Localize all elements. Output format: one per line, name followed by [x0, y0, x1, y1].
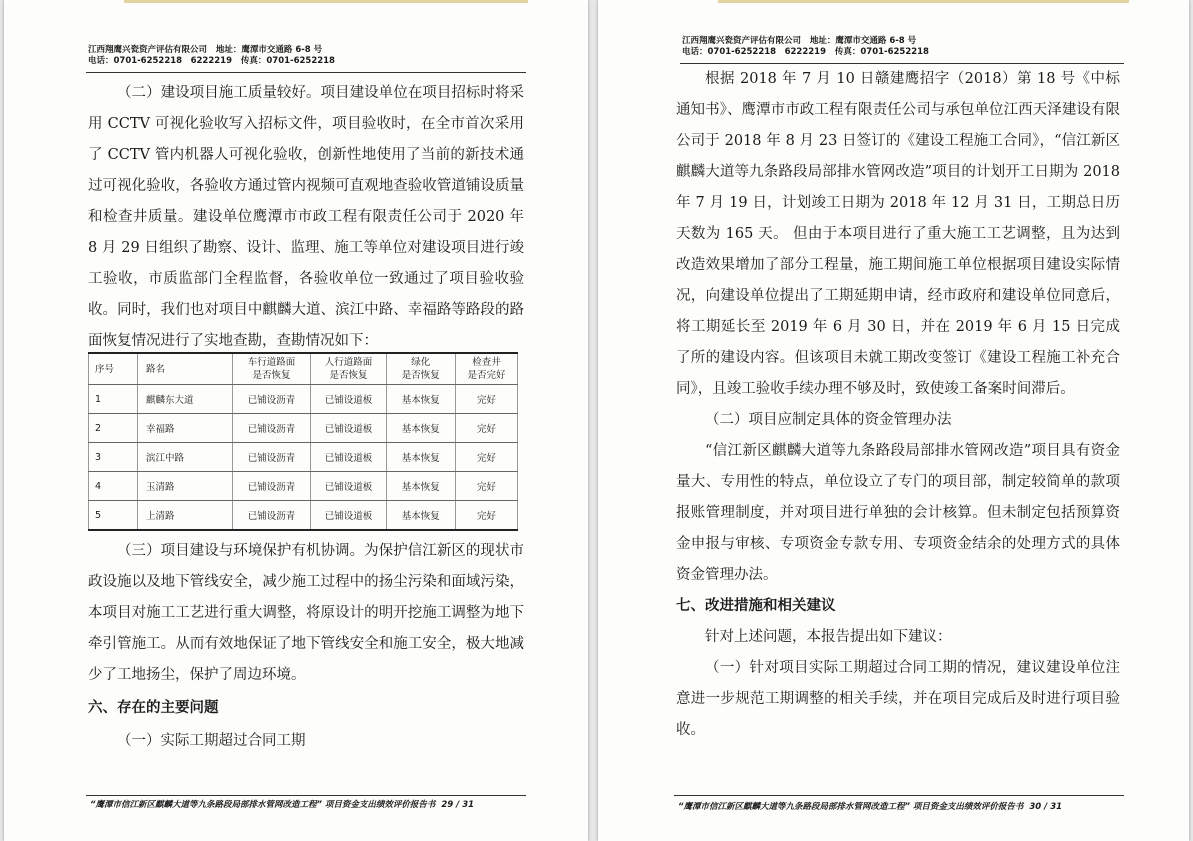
header-phone: 电话：0701-6252218 6222219	[88, 56, 232, 66]
cell-green: 基本恢复	[386, 385, 455, 414]
section-heading-problems: 六、存在的主要问题	[88, 700, 219, 716]
scan-edge-mark	[718, 0, 1129, 3]
document-page-29	[4, 0, 588, 841]
paragraph-environment: （三）项目建设与环境保护有机协调。为保护信江新区的现状市政设施以及地下管线安全，减少施工过程中的扬尘污染和面域污染，本项目对施工工艺进行重大调整，将原设计的明开挖施工调整为地下牵引管施工。从而有效地保证了地下管线安全和施工安全，极大地减少了工地扬尘，保护了周边环境。	[88, 543, 524, 683]
cell-manhole: 完好	[456, 385, 518, 414]
cell-green: 基本恢复	[386, 501, 455, 531]
page-number: 29 / 31	[441, 800, 475, 810]
footer-rule	[86, 795, 526, 796]
cell-sidewalk: 已铺设道板	[311, 501, 386, 531]
cell-sidewalk: 已铺设道板	[311, 472, 386, 501]
document-page-30	[598, 0, 1189, 841]
cell-green: 基本恢复	[386, 443, 455, 472]
header-address: 地址：鹰潭市交通路 6-8 号	[809, 36, 917, 46]
section-heading-suggestions: 七、改进措施和相关建议	[676, 598, 836, 614]
table-row	[89, 443, 518, 472]
cell-manhole: 完好	[456, 443, 518, 472]
footer-title: “鹰潭市信江新区麒麟大道等九条路段局部排水管网改造工程” 项目资金支出绩效评价报告书	[90, 800, 436, 810]
cell-road: 幸福路	[138, 414, 232, 443]
cell-road: 上清路	[138, 501, 232, 531]
cell-no: 4	[89, 472, 138, 501]
header-company: 江西翔鹰兴瓷资产评估有限公司	[682, 36, 802, 46]
col-header-manhole: 检查井 是否完好	[456, 353, 518, 385]
col-header-no: 序号	[89, 353, 138, 385]
col-header-lane: 车行道路面 是否恢复	[232, 353, 311, 385]
cell-road: 麒麟东大道	[138, 385, 232, 414]
scan-edge-mark	[124, 0, 528, 3]
cell-lane: 已铺设沥青	[232, 443, 311, 472]
paragraph-fund-management: “信江新区麒麟大道等九条路段局部排水管网改造”项目具有资金量大、专用性的特点，单位设立了专门的项目部，制定较简单的款项报账管理制度，并对项目进行单独的会计核算。但未制定包括预算资金申报与审核、专项资金专款专用、专项资金结余的处理方式的具体资金管理办法。	[676, 443, 1120, 583]
table-row	[89, 472, 518, 501]
cell-road: 玉清路	[138, 472, 232, 501]
cell-no: 2	[89, 414, 138, 443]
subheading-schedule: （一）实际工期超过合同工期	[117, 733, 306, 749]
col-header-road: 路名	[138, 353, 232, 385]
page-header	[88, 45, 335, 67]
cell-manhole: 完好	[456, 472, 518, 501]
header-company: 江西翔鹰兴瓷资产评估有限公司	[88, 45, 208, 55]
table-header-row	[89, 353, 518, 385]
header-fax: 传真：0701-6252218	[240, 56, 335, 66]
paragraph-suggestions-intro: 针对上述问题，本报告提出如下建议：	[705, 629, 952, 645]
cell-lane: 已铺设沥青	[232, 414, 311, 443]
cell-green: 基本恢复	[386, 414, 455, 443]
page-number: 30 / 31	[1029, 802, 1063, 812]
header-phone: 电话：0701-6252218 6222219	[682, 47, 826, 57]
left-body-bottom	[88, 536, 524, 757]
right-body	[676, 64, 1120, 746]
page-footer	[678, 800, 1062, 812]
header-fax: 传真：0701-6252218	[834, 47, 929, 57]
cell-no: 5	[89, 501, 138, 531]
inspection-table	[88, 352, 518, 531]
table-row	[89, 385, 518, 414]
cell-lane: 已铺设沥青	[232, 472, 311, 501]
table-row	[89, 414, 518, 443]
page-header	[682, 36, 929, 58]
col-header-sidewalk: 人行道路面 是否恢复	[311, 353, 386, 385]
paragraph-construction-quality: （二）建设项目施工质量较好。项目建设单位在项目招标时将采用 CCTV 可视化验收写入招标文件，项目验收时，在全市首次采用了 CCTV 管内机器人可视化验收，创新性地使用了当前的新技术通过可视化验收，各验收方通过管内视频可直观地查验收管道铺设质量和检查井质量。建设单位鹰潭市市政工程有限责任公司于 2020 年 8 月 29 日组织了勘察、设计、监理、施工等单位对建设项目进行竣工验收，市质监部门全程监督，各验收单位一致通过了项目验收验收。同时，我们也对项目中麒麟大道、滨江中路、幸福路等路段的路面恢复情况进行了实地查勘，查勘情况如下：	[88, 85, 524, 349]
cell-sidewalk: 已铺设道板	[311, 414, 386, 443]
header-address: 地址：鹰潭市交通路 6-8 号	[215, 45, 323, 55]
left-body-top	[88, 78, 524, 357]
footer-rule	[674, 795, 1124, 796]
cell-lane: 已铺设沥青	[232, 501, 311, 531]
cell-sidewalk: 已铺设道板	[311, 443, 386, 472]
col-header-green: 绿化 是否恢复	[386, 353, 455, 385]
footer-title: “鹰潭市信江新区麒麟大道等九条路段局部排水管网改造工程” 项目资金支出绩效评价报告书	[678, 802, 1024, 812]
cell-road: 滨江中路	[138, 443, 232, 472]
page-footer	[90, 798, 474, 810]
subheading-fund-management: （二）项目应制定具体的资金管理办法	[705, 412, 952, 428]
cell-no: 1	[89, 385, 138, 414]
table-row	[89, 501, 518, 531]
header-rule	[86, 72, 526, 73]
cell-manhole: 完好	[456, 501, 518, 531]
cell-sidewalk: 已铺设道板	[311, 385, 386, 414]
cell-no: 3	[89, 443, 138, 472]
cell-green: 基本恢复	[386, 472, 455, 501]
cell-manhole: 完好	[456, 414, 518, 443]
cell-lane: 已铺设沥青	[232, 385, 311, 414]
paragraph-suggestion-1: （一）针对项目实际工期超过合同工期的情况，建议建设单位注意进一步规范工期调整的相关手续，并在项目完成后及时进行项目验收。	[676, 660, 1120, 738]
paragraph-schedule-detail: 根据 2018 年 7 月 10 日赣建鹰招字（2018）第 18 号《中标通知书》、鹰潭市市政工程有限责任公司与承包单位江西天泽建设有限公司于 2018 年 8 月 23 日签订的《建设工程施工合同》，“信江新区麒麟大道等九条路段局部排水管网改造”项目的计划开工日期为 2018 年 7 月 19 日，计划竣工日期为 2018 年 12 月 31 日，工期总日历天数为 165 天。 但由于本项目进行了重大施工工艺调整，且为达到改造效果增加了部分工程量，施工期间施工单位根据项目建设实际情况，向建设单位提出了工期延期申请，经市政府和建设单位同意后，将工期延长至 2019 年 6 月 30 日，并在 2019 年 6 月 15 日完成了所的建设内容。但该项目未就工期改变签订《建设工程施工补充合同》，且竣工验收手续办理不够及时，致使竣工备案时间滞后。	[676, 71, 1120, 397]
